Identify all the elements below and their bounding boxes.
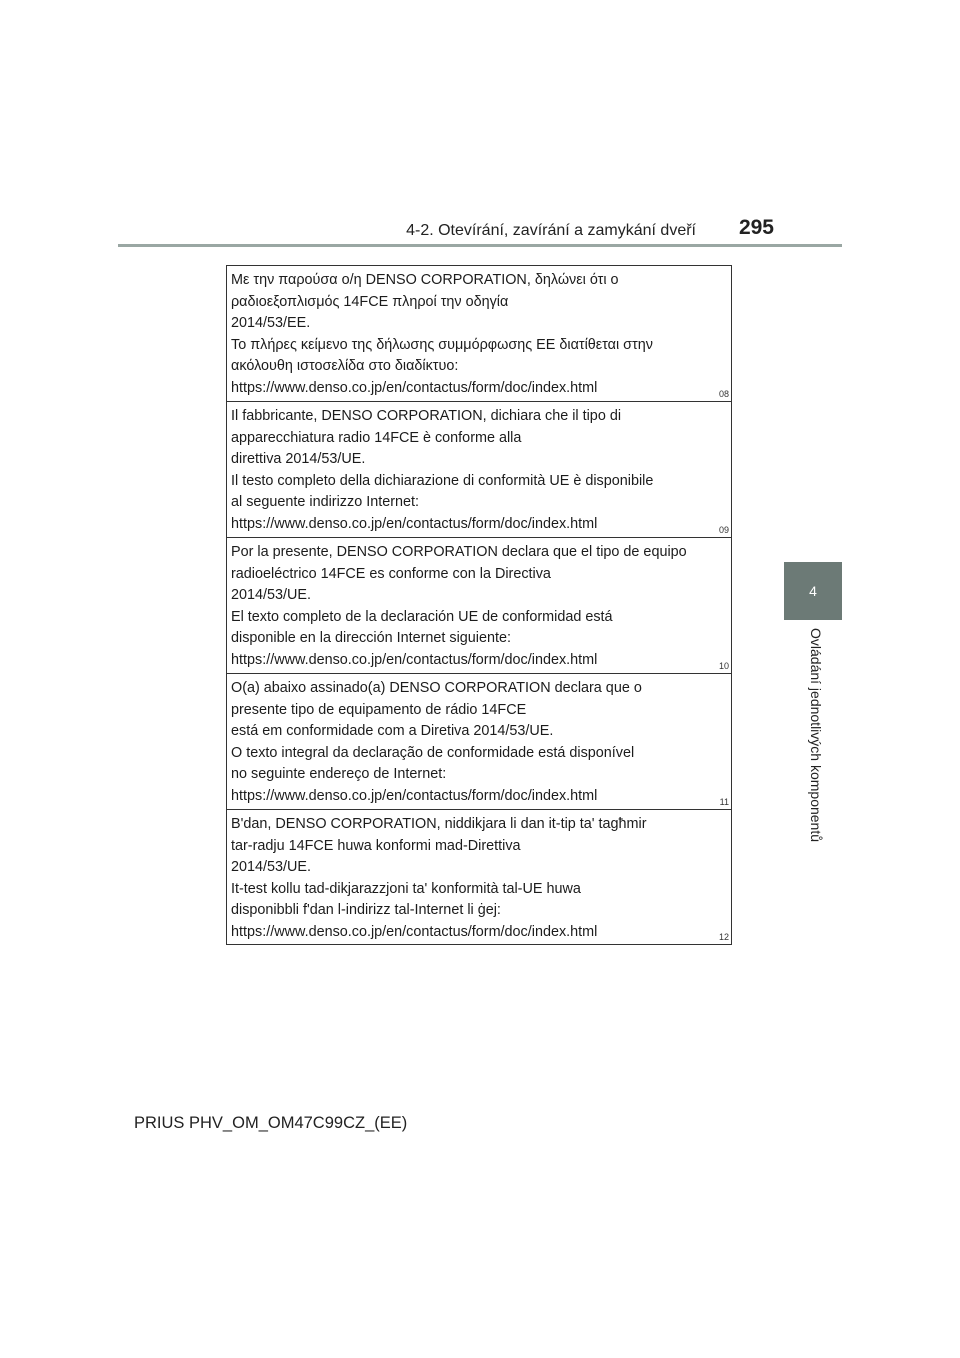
declaration-line: Il testo completo della dichiarazione di conformità UE è disponibile [231,472,654,489]
declaration-number: 08 [718,389,729,399]
declaration-line: no seguinte endereço de Internet: [231,766,447,782]
declaration-line: ραδιοεξοπλισμός 14FCE πληροί την οδηγία [231,293,509,310]
declaration-url: https://www.denso.co.jp/en/contactus/form/doc/index.html [231,787,598,804]
declaration-url: https://www.denso.co.jp/en/contactus/form/doc/index.html [231,379,598,396]
declaration-box-italian [226,401,732,537]
declaration-line: disponible en la dirección Internet siguiente: [231,630,511,646]
declaration-url: https://www.denso.co.jp/en/contactus/form/doc/index.html [231,651,598,668]
declaration-line: 2014/53/EE. [231,315,311,331]
declaration-line: Με την παρούσα ο/η DENSO CORPORATION, δηλώνει ότι ο [231,272,619,288]
section-title: 4-2. Otevírání, zavírání a zamykání dveří [406,222,696,239]
declaration-line: está em conformidade com a Diretiva 2014/53/UE. [231,723,554,739]
chapter-tab [784,562,842,620]
declaration-line: B'dan, DENSO CORPORATION, niddikjara li dan it-tip ta' tagħmir [231,816,647,832]
page-header [118,214,842,246]
page-number: 295 [738,216,774,239]
declaration-box-greek [226,265,732,401]
declaration-url: https://www.denso.co.jp/en/contactus/form/doc/index.html [231,515,598,532]
declaration-line: El texto completo de la declaración UE de conformidad está [231,608,613,625]
declaration-line: It-test kollu tad-dikjarazzjoni ta' konformità tal-UE huwa [231,880,581,897]
declaration-line: direttiva 2014/53/UE. [231,451,366,467]
declaration-box-maltese [226,809,732,945]
declaration-number: 12 [718,932,729,942]
declaration-line: Το πλήρες κείμενο της δήλωσης συμμόρφωσης ΕΕ διατίθεται στην [231,336,653,353]
chapter-number: 4 [809,583,817,599]
footer-document-code: PRIUS PHV_OM_OM47C99CZ_(EE) [134,1114,408,1132]
declaration-url: https://www.denso.co.jp/en/contactus/form/doc/index.html [231,923,598,940]
declaration-box-portuguese [226,673,732,809]
declaration-line: apparecchiatura radio 14FCE è conforme alla [231,429,522,446]
declaration-line: presente tipo de equipamento de rádio 14FCE [231,701,527,718]
declaration-number: 11 [719,797,729,807]
declaration-line: Il fabbricante, DENSO CORPORATION, dichiara che il tipo di [231,408,622,424]
declaration-line: tar-radju 14FCE huwa konformi mad-Direttiva [231,837,521,854]
declaration-line: 2014/53/UE. [231,587,312,603]
declaration-line: O(a) abaixo assinado(a) DENSO CORPORATION declara que o [231,680,642,696]
declaration-number: 09 [718,525,729,535]
declaration-line: al seguente indirizzo Internet: [231,494,419,510]
declaration-line: O texto integral da declaração de conformidade está disponível [231,744,635,761]
declaration-line: ακόλουθη ιστοσελίδα στο διαδίκτυο: [231,358,459,374]
declaration-line: 2014/53/UE. [231,859,312,875]
header-rule [118,244,842,247]
declaration-line: Por la presente, DENSO CORPORATION declara que el tipo de equipo [231,544,687,560]
declarations-table [226,265,732,945]
declaration-line: disponibbli f'dan l-indirizz tal-Internet li ġej: [231,902,501,918]
declaration-box-spanish [226,537,732,673]
declaration-line: radioeléctrico 14FCE es conforme con la Directiva [231,565,551,582]
chapter-title: Ovládání jednotlivých komponentů [808,628,824,843]
declaration-number: 10 [718,661,729,671]
